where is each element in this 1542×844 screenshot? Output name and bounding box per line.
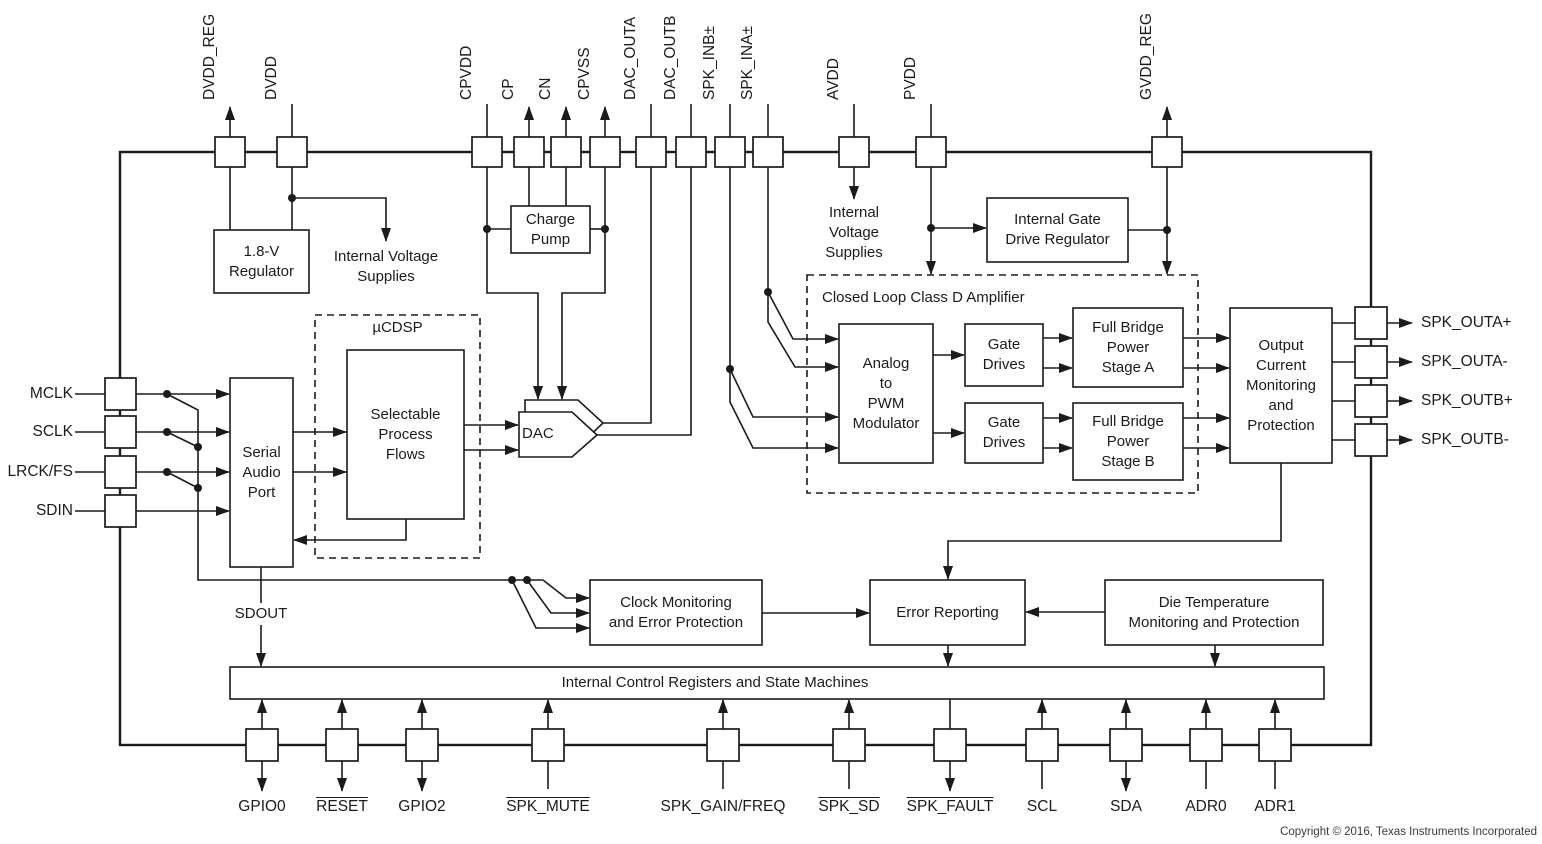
pin-pvdd <box>916 137 946 167</box>
full-bridge-a-label: Full Bridge Power Stage A <box>1092 318 1164 376</box>
pin-label-spk-sd: SPK_SD <box>818 798 880 815</box>
ucdsp-title: µCDSP <box>372 319 423 336</box>
pin-adr1 <box>1259 729 1291 761</box>
pin-label-dvdd-reg: DVDD_REG <box>201 13 218 100</box>
pin-label-scl: SCL <box>1026 798 1058 815</box>
error-reporting-label: Error Reporting <box>896 603 999 621</box>
class-d-amplifier-title: Closed Loop Class D Amplifier <box>822 289 1025 306</box>
pin-lrck-fs <box>105 456 136 488</box>
gate-drives-a-label: Gate Drives <box>982 336 1026 373</box>
control-registers-label: Internal Control Registers and State Machines <box>561 674 869 691</box>
die-temperature-label: Die Temperature Monitoring and Protection <box>1128 593 1300 631</box>
pin-label-dac-outa: DAC_OUTA <box>622 16 639 100</box>
pin-dac-outa <box>636 137 666 167</box>
pin-label-cpvdd: CPVDD <box>458 45 475 100</box>
pin-label-spk-outb-p: SPK_OUTB+ <box>1421 392 1513 409</box>
pin-sda <box>1110 729 1142 761</box>
copyright-notice: Copyright © 2016, Texas Instruments Incorporated <box>1280 826 1537 838</box>
gate-drives-b-label: Gate Drives <box>982 414 1026 451</box>
internal-voltage-supplies-right-label: Internal Voltage Supplies <box>825 204 883 261</box>
pin-label-cn: CN <box>537 77 554 100</box>
pin-avdd <box>839 137 869 167</box>
pin-spk-mute <box>532 729 564 761</box>
analog-to-pwm-modulator-label: Analog to PWM Modulator <box>852 354 920 432</box>
pin-scl <box>1026 729 1058 761</box>
pin-label-spk-inb: SPK_INB± <box>701 26 718 100</box>
pin-cpvdd <box>472 137 502 167</box>
pin-spk-outa-n <box>1355 346 1387 378</box>
pin-spk-inb <box>715 137 745 167</box>
regulator-1v8-label: 1.8-V Regulator <box>228 242 295 280</box>
pin-dac-outb <box>676 137 706 167</box>
pin-label-spk-ina: SPK_INA± <box>739 26 756 100</box>
pin-spk-outa-p <box>1355 307 1387 339</box>
sdout-label: SDOUT <box>226 603 296 625</box>
pin-cpvss <box>590 137 620 167</box>
pin-label-spk-gain-freq: SPK_GAIN/FREQ <box>660 798 786 815</box>
dac-label: DAC <box>522 425 554 442</box>
pin-sdin <box>105 495 136 527</box>
charge-pump-label: Charge Pump <box>525 210 576 248</box>
pin-label-sdin: SDIN <box>35 502 73 519</box>
pin-label-adr1: ADR1 <box>1254 798 1296 815</box>
pin-label-reset: RESET <box>316 798 368 815</box>
pin-label-spk-outb-n: SPK_OUTB- <box>1421 431 1509 448</box>
pin-label-pvdd: PVDD <box>902 56 919 100</box>
pin-label-spk-fault: SPK_FAULT <box>906 798 994 815</box>
pin-label-cp: CP <box>500 78 517 100</box>
pin-adr0 <box>1190 729 1222 761</box>
pin-label-lrck-fs: LRCK/FS <box>7 463 73 480</box>
selectable-process-flows-label: Selectable Process Flows <box>370 405 441 463</box>
pin-spk-outb-n <box>1355 424 1387 456</box>
pin-gvdd-reg <box>1152 137 1182 167</box>
pin-label-dac-outb: DAC_OUTB <box>662 15 679 100</box>
pin-sclk <box>105 416 136 448</box>
output-current-monitoring-label: Output Current Monitoring and Protection <box>1245 336 1317 434</box>
pin-spk-fault <box>934 729 966 761</box>
pin-label-avdd: AVDD <box>825 58 842 100</box>
internal-voltage-supplies-left-label: Internal Voltage Supplies <box>333 248 439 285</box>
pin-label-mclk: MCLK <box>29 385 73 402</box>
pin-spk-outb-p <box>1355 385 1387 417</box>
full-bridge-b-label: Full Bridge Power Stage B <box>1092 412 1164 470</box>
pin-label-spk-outa-n: SPK_OUTA- <box>1421 353 1508 370</box>
pin-mclk <box>105 378 136 410</box>
pin-label-cpvss: CPVSS <box>576 47 593 100</box>
pin-spk-gain-freq <box>707 729 739 761</box>
pin-reset <box>326 729 358 761</box>
pin-label-spk-outa-p: SPK_OUTA+ <box>1421 314 1512 331</box>
pin-gpio2 <box>406 729 438 761</box>
pin-dvdd <box>277 137 307 167</box>
pin-label-gpio0: GPIO0 <box>238 798 286 815</box>
pin-gpio0 <box>246 729 278 761</box>
pin-label-adr0: ADR0 <box>1185 798 1227 815</box>
pin-dvdd-reg <box>215 137 245 167</box>
pin-cp <box>514 137 544 167</box>
pin-label-spk-mute: SPK_MUTE <box>506 798 590 815</box>
pin-label-gvdd-reg: GVDD_REG <box>1138 13 1155 100</box>
pin-label-dvdd: DVDD <box>263 56 280 100</box>
clock-monitoring-label: Clock Monitoring and Error Protection <box>608 593 744 631</box>
internal-gate-drive-regulator-label: Internal Gate Drive Regulator <box>1005 211 1110 248</box>
pin-label-sda: SDA <box>1110 798 1142 815</box>
pin-label-gpio2: GPIO2 <box>398 798 446 815</box>
pin-cn <box>551 137 581 167</box>
pin-label-sclk: SCLK <box>32 423 73 440</box>
pin-spk-sd <box>833 729 865 761</box>
pin-spk-ina <box>753 137 783 167</box>
serial-audio-port-label: Serial Audio Port <box>242 443 281 501</box>
